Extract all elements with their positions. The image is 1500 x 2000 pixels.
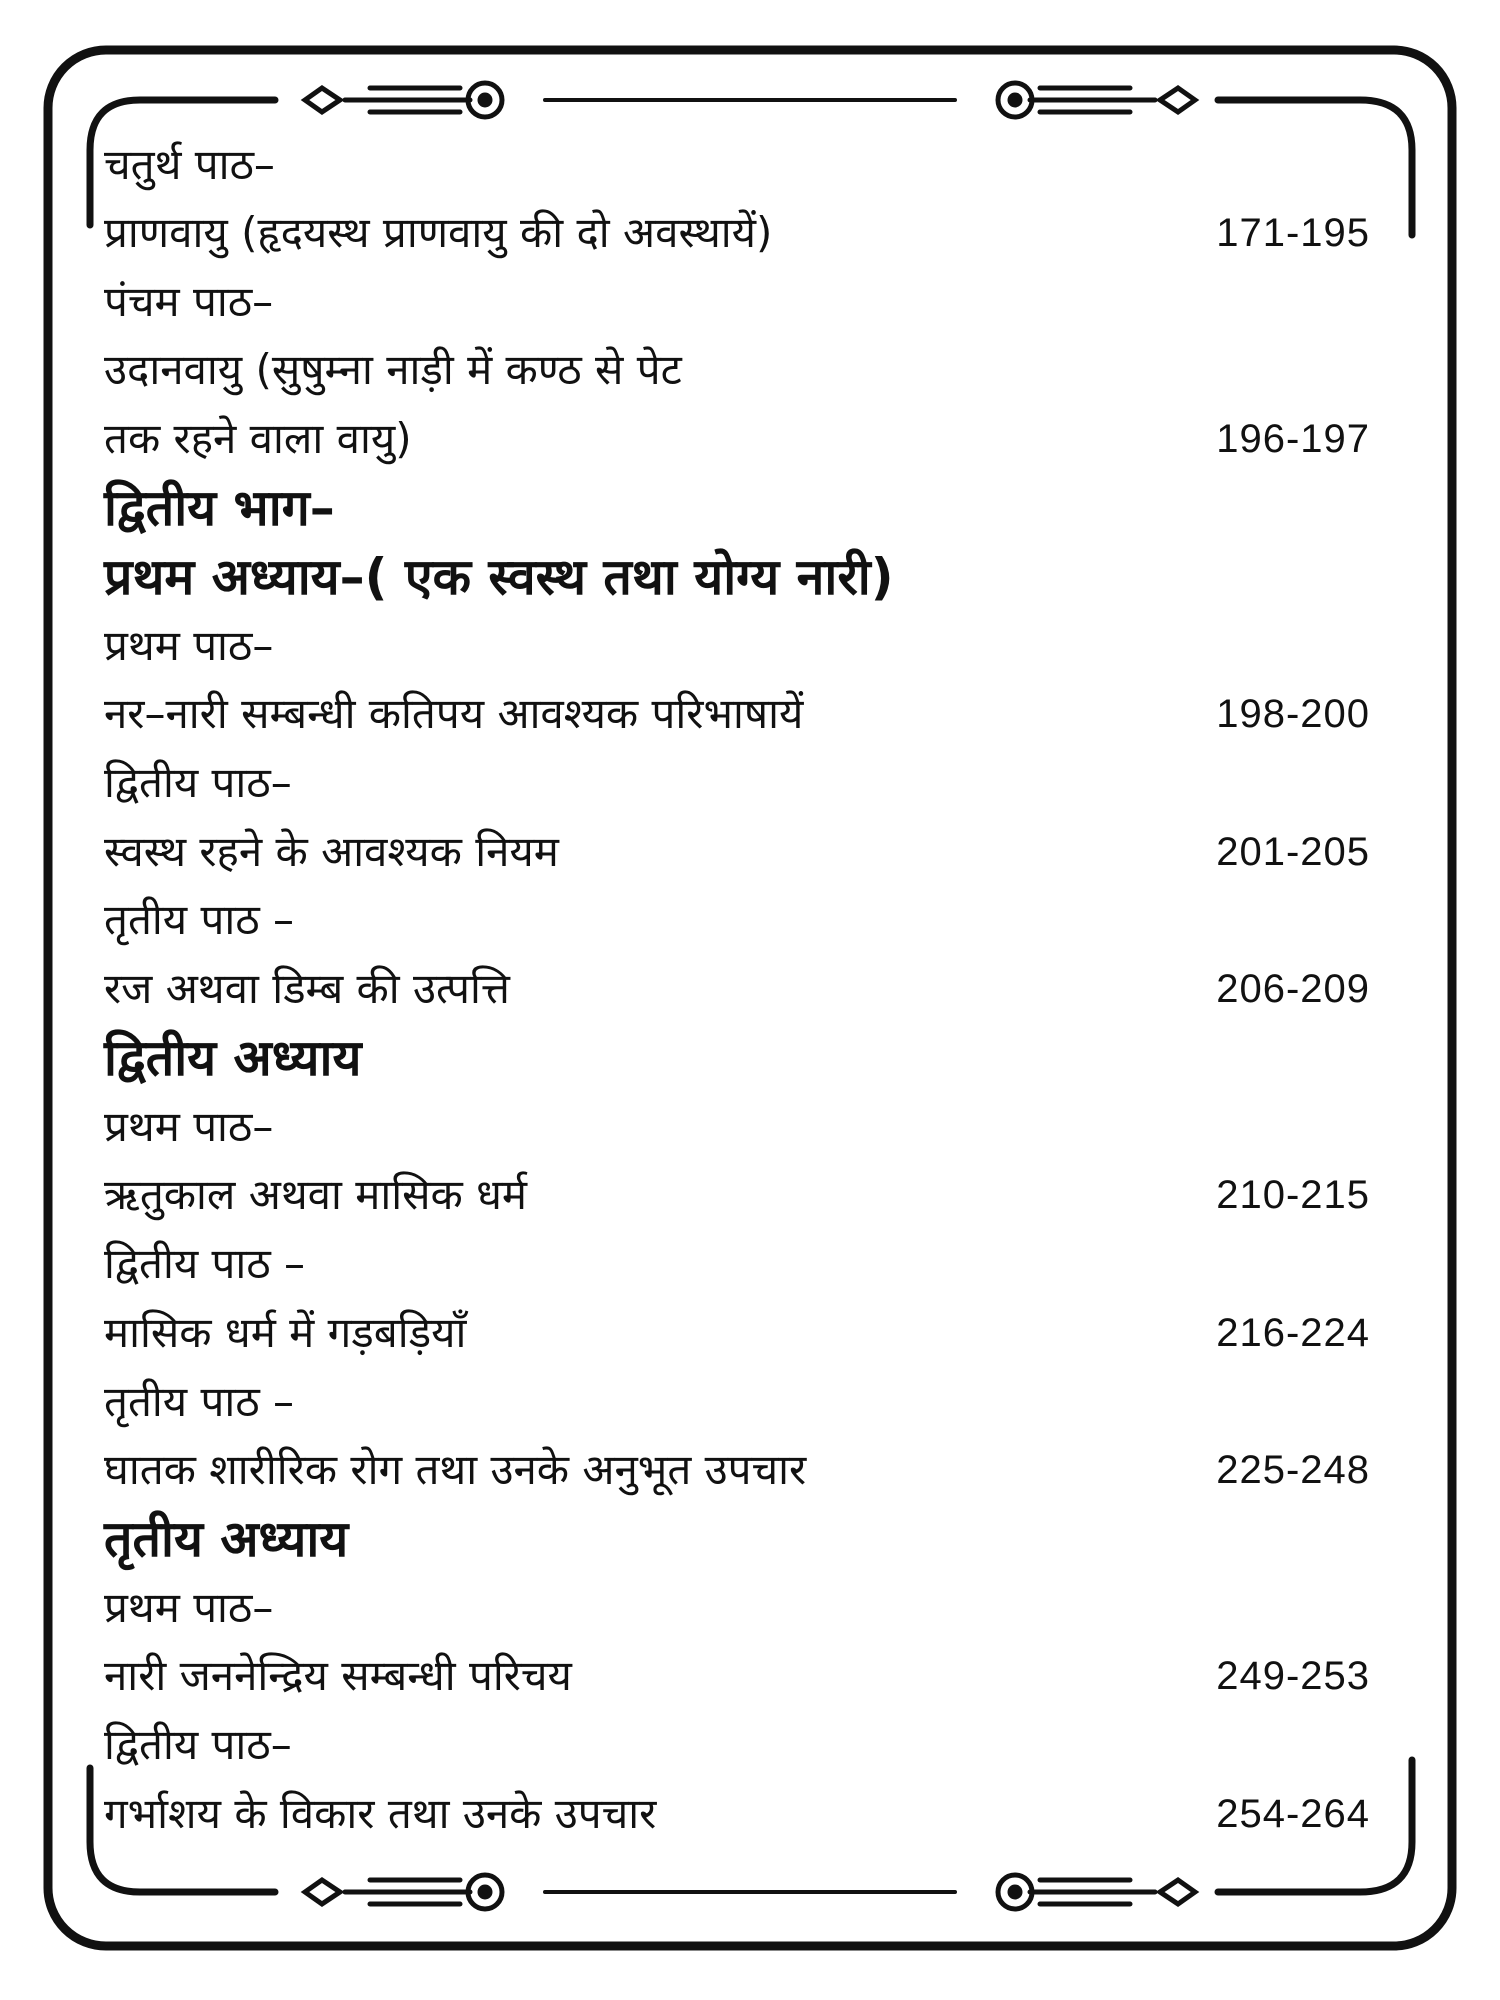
- toc-page-range: 171-195: [1216, 211, 1370, 255]
- toc-label: तृतीय पाठ –: [104, 1377, 294, 1426]
- toc-label: द्वितीय पाठ –: [104, 1239, 306, 1288]
- chapter-heading: [104, 1507, 1370, 1571]
- toc-page-range: 225-248: [1216, 1448, 1370, 1492]
- toc-label: द्वितीय अध्याय: [104, 1029, 362, 1087]
- toc-label: तृतीय अध्याय: [104, 1510, 349, 1568]
- chapter-heading: [104, 1026, 1370, 1090]
- toc-label: तक रहने वाला वायु): [104, 414, 412, 463]
- toc-label: प्रथम पाठ–: [104, 621, 274, 670]
- toc-row: [104, 1095, 1370, 1159]
- toc-label: द्वितीय पाठ–: [104, 1720, 292, 1769]
- toc-label: उदानवायु (सुषुम्ना नाड़ी में कण्ठ से पेट: [104, 345, 682, 394]
- toc-row: [104, 614, 1370, 678]
- toc-page-range: 254-264: [1216, 1792, 1370, 1836]
- toc-row: [104, 1301, 1370, 1365]
- part-heading: [104, 476, 1370, 540]
- toc-row: [104, 133, 1370, 197]
- toc-label: तृतीय पाठ –: [104, 895, 294, 944]
- chapter-heading: [104, 545, 1370, 609]
- toc-label: पंचम पाठ–: [104, 277, 274, 326]
- toc-label: प्रथम अध्याय–( एक स्वस्थ तथा योग्य नारी): [104, 548, 894, 606]
- toc-row: [104, 270, 1370, 334]
- toc-row: [104, 1163, 1370, 1227]
- toc-label: द्वितीय पाठ–: [104, 758, 292, 807]
- toc-row: [104, 1644, 1370, 1708]
- toc-row: [104, 1232, 1370, 1296]
- toc-row: [104, 682, 1370, 746]
- toc-row: [104, 820, 1370, 884]
- toc-label: चतुर्थ पाठ–: [104, 140, 275, 189]
- toc-label: स्वस्थ रहने के आवश्यक नियम: [104, 827, 559, 876]
- toc-page-range: 210-215: [1216, 1173, 1370, 1217]
- toc-row: [104, 1782, 1370, 1846]
- toc-label: नारी जननेन्द्रिय सम्बन्धी परिचय: [104, 1651, 572, 1700]
- toc-label: घातक शारीरिक रोग तथा उनके अनुभूत उपचार: [104, 1445, 807, 1494]
- toc-page-range: 206-209: [1216, 967, 1370, 1011]
- toc-row: [104, 888, 1370, 952]
- toc-row: [104, 201, 1370, 265]
- toc-page-range: 249-253: [1216, 1654, 1370, 1698]
- toc-row: [104, 1370, 1370, 1434]
- toc-label: गर्भाशय के विकार तथा उनके उपचार: [104, 1789, 657, 1838]
- toc-label: प्रथम पाठ–: [104, 1102, 274, 1151]
- toc-page-range: 216-224: [1216, 1311, 1370, 1355]
- toc-row: [104, 407, 1370, 471]
- toc-row: [104, 338, 1370, 402]
- toc-row: [104, 957, 1370, 1021]
- toc-page-range: 201-205: [1216, 830, 1370, 874]
- toc-label: द्वितीय भाग–: [104, 479, 335, 537]
- toc-row: [104, 1576, 1370, 1640]
- toc-row: [104, 751, 1370, 815]
- toc-row: [104, 1438, 1370, 1502]
- toc-page-range: 196-197: [1216, 417, 1370, 461]
- toc-row: [104, 1713, 1370, 1777]
- toc-page-range: 198-200: [1216, 692, 1370, 736]
- toc-label: प्रथम पाठ–: [104, 1583, 274, 1632]
- toc-label: प्राणवायु (हृदयस्थ प्राणवायु की दो अवस्थायें): [104, 208, 773, 257]
- toc-label: नर–नारी सम्बन्धी कतिपय आवश्यक परिभाषायें: [104, 689, 804, 738]
- toc-label: ऋतुकाल अथवा मासिक धर्म: [104, 1170, 528, 1219]
- toc-label: मासिक धर्म में गड़बड़ियाँ: [104, 1308, 467, 1357]
- toc-label: रज अथवा डिम्ब की उत्पत्ति: [104, 964, 510, 1013]
